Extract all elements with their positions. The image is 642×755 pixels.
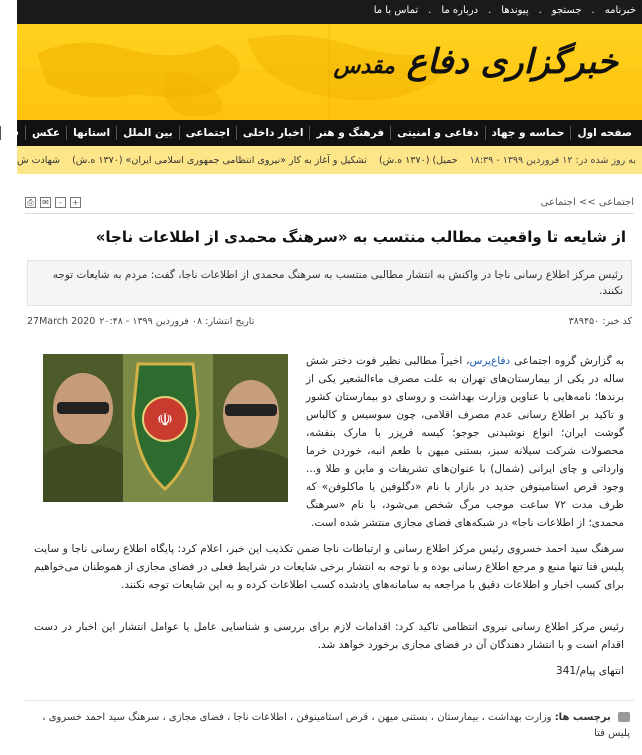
- top-link-search[interactable]: جستجو: [551, 5, 582, 16]
- logo-text-sub: مقدس: [333, 53, 395, 79]
- top-link-contact[interactable]: تماس با ما: [373, 5, 419, 16]
- ticker-item[interactable]: حمیل) (۱۳۷۰ ه.ش): [378, 154, 458, 166]
- separator: .: [428, 5, 432, 16]
- article-tags: [30, 710, 630, 742]
- separator: .: [538, 5, 542, 16]
- police-officers-image: [43, 354, 288, 502]
- nav-item-home[interactable]: صفحه اول: [570, 126, 638, 140]
- nav-item-provinces[interactable]: استانها: [66, 126, 116, 140]
- update-date: به روز شده در: ۱۲ فروردین ۱۳۹۹ - ۱۸:۳۹: [469, 154, 636, 166]
- article-paragraph-2: سرهنگ سید احمد خسروی رئیس مرکز اطلاع رسانی و ارتباطات ناجا ضمن تکذیب این خبر، اعلام کرد: پایگاه اطلاع رسانی ناجا و سایت پلیس فتا تنها منبع و مرجع اطلاع رسانی بوده و با توجه به انتشار برخی شایعات در شرایط فعلی در فضای مجازی از هموطنان می‌خواهیم برای کسب اخبار و اطلاعات دقیق با مراجعه به سامانه‌های یادشده کسب اطلاعات کرده و به این شایعات توجه نکنند.: [34, 543, 624, 591]
- nav-item-epic[interactable]: حماسه و جهاد: [485, 126, 571, 140]
- news-code: کد خبر: ۳۸۹۴۵۰: [568, 316, 632, 327]
- nav-item-domestic[interactable]: اخبار داخلی: [236, 126, 310, 140]
- article-lead: رئیس مرکز اطلاع رسانی ناجا در واکنش به انتشار مطالبی منتسب به سرهنگ محمدی از اطلاعات ناجا، گفت: مردم به شایعات توجه نکنند.: [27, 260, 632, 306]
- article-photo: [43, 354, 288, 502]
- email-icon[interactable]: ✉: [40, 197, 51, 208]
- article-end: انتهای پیام/341: [556, 665, 624, 677]
- nav-item-more[interactable]: ف: [0, 126, 25, 140]
- font-increase-icon[interactable]: +: [70, 197, 81, 208]
- nav-item-culture[interactable]: فرهنگ و هنر: [309, 126, 390, 140]
- nav-item-photo[interactable]: عکس: [25, 126, 66, 140]
- header-banner: [17, 24, 642, 120]
- article-paragraph-3: رئیس مرکز اطلاع رسانی نیروی انتظامی تاکید کرد: اقدامات لازم برای بررسی و شناسایی عامل یا عوامل انتشار این اخبار در دست اقدام است و با انتشار دهندگان آن در فضای مجازی برخورد خواهد شد.: [34, 621, 624, 651]
- divider: [25, 700, 634, 701]
- paragraph-text: ، اخیراً مطالبی نظیر فوت دختر شش ساله در یکی از بیمارستان‌های تهران به علت مصرف ماءالشعیر یکی از برندها؛ نامه‌هایی با عناوین وزارت بهداشت و روسای دو بیمارستان کشور و تاکید بر اطلاع رسانی عدم مصرف اقلامی، چون سوسیس و کالباس گوشت ایران؛ انواع نوشیدنی جوجو؛ کیسه فریزر با مارک بنفشه، محصولات شرکت سیلانه سبز، بستنی میهن با طعم انبه، خوردن خرما وارداتی و چای ایرانی (شمال) با عنوان‌های تشریفات و ماین و طلا و... وجود قرص استامینوفن جدید در بازار با نام «دگلوفین یا ماکلوفن» که ظرف مدت ۷۲ ساعت موجب مرگ شخص می‌شود، با نام «سرهنگ محمدی؛ از اطلاعات ناجا» در شبکه‌های فضای مجازی منتشر شده است.: [306, 355, 625, 529]
- logo-text-main: خبرگزاری دفاع: [406, 42, 618, 82]
- publish-date-fa: تاریخ انتشار: ۰۸ فروردین ۱۳۹۹ - ۲۰:۴۸: [99, 316, 255, 327]
- svg-text:☫: ☫: [156, 410, 174, 431]
- nav-item-social[interactable]: اجتماعی: [179, 126, 236, 140]
- font-decrease-icon[interactable]: -: [55, 197, 66, 208]
- breadcrumb-bar: [25, 192, 634, 214]
- ticker-item[interactable]: تشکیل و آغاز به کار «نیروی انتظامی جمهوری اسلامی ایران» (۱۳۷۰ ه.ش): [72, 154, 367, 166]
- separator: .: [591, 5, 595, 16]
- top-links: [374, 5, 642, 16]
- article-title: از شایعه تا واقعیت مطالب منتسب به «سرهنگ محمدی از اطلاعات ناجا»: [95, 228, 626, 246]
- article-tools: [25, 197, 81, 208]
- source-link[interactable]: دفاع‌پرس: [469, 355, 511, 367]
- print-icon[interactable]: ⎙: [25, 197, 36, 208]
- ticker-item[interactable]: شهادت ش: [17, 154, 61, 166]
- top-link-links[interactable]: پیوندها: [501, 5, 529, 16]
- publish-date: [27, 316, 254, 327]
- top-link-newsletter[interactable]: خبرنامه: [604, 5, 636, 16]
- tags-label: برچسب ها:: [554, 712, 611, 723]
- tags-list[interactable]: وزارت بهداشت ، بیمارستان ، بستنی میهن ، قرص استامینوفن ، اطلاعات ناجا ، فضای مجازی ، سرهنگ سید احمد خسروی ، پلیس فتا: [42, 712, 630, 739]
- site-logo[interactable]: [333, 42, 618, 82]
- separator: .: [488, 5, 492, 16]
- news-ticker: [17, 146, 642, 174]
- nav-item-international[interactable]: بین الملل: [116, 126, 179, 140]
- paragraph-prefix: به گزارش گروه اجتماعی: [510, 355, 624, 367]
- main-nav: [6, 120, 642, 146]
- nav-item-defense[interactable]: دفاعی و امنیتی: [390, 126, 484, 140]
- top-bar: [17, 0, 642, 24]
- tag-icon: [618, 712, 630, 722]
- publish-date-en: 27March 2020: [27, 316, 96, 327]
- article-paragraph-1: [306, 352, 624, 532]
- article-meta: [27, 316, 632, 327]
- top-link-about[interactable]: درباره ما: [441, 5, 479, 16]
- breadcrumb[interactable]: اجتماعی >> اجتماعی: [540, 197, 634, 208]
